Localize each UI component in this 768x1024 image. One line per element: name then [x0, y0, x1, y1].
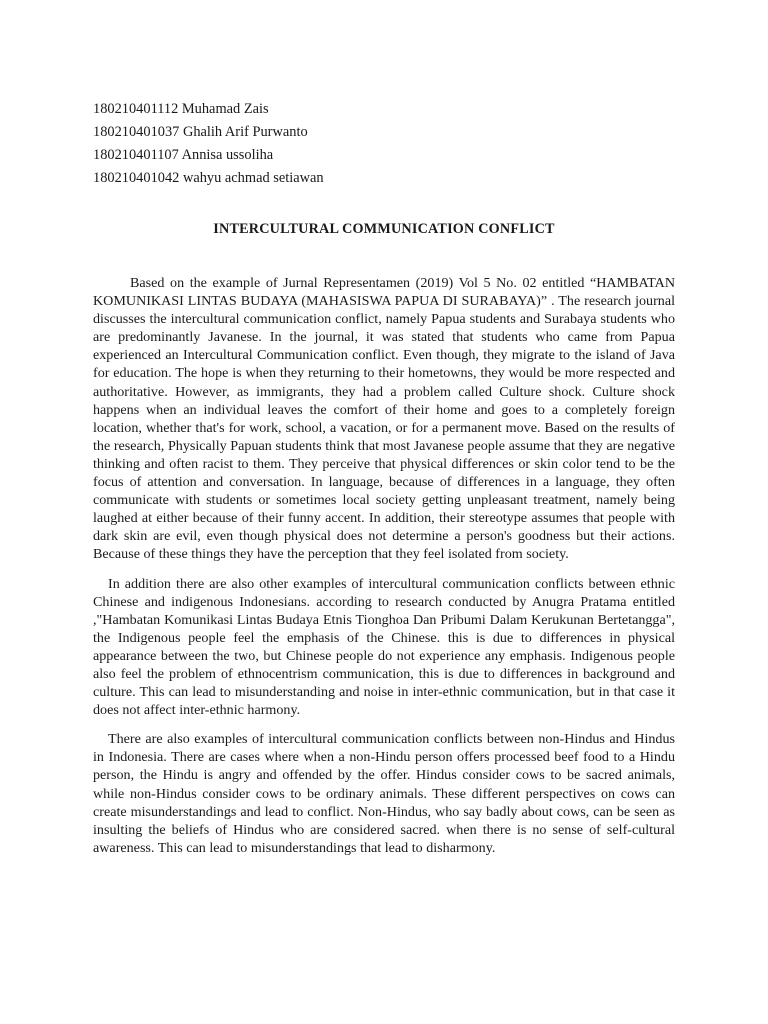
author-entry: 180210401037 Ghalih Arif Purwanto [93, 124, 308, 140]
document-body [93, 274, 675, 868]
author-entry: 180210401107 Annisa ussoliha [93, 147, 274, 163]
document-title: INTERCULTURAL COMMUNICATION CONFLICT [213, 221, 555, 237]
author-entry: 180210401112 Muhamad Zais [93, 101, 269, 117]
body-paragraph: In addition there are also other examples of intercultural communication conflicts between ethnic Chinese and indigenous Indonesians. according to research conducted by Anugra Pratama entitled ,"Hambatan Komunikasi Lintas Budaya Etnis Tionghoa Dan Pribumi Dalam Kerukunan Bertetangga", the Indigenous people feel the emphasis of the Chinese. this is due to differences in physical appearance between the two, but Chinese people do not experience any emphasis. Indigenous people also feel the problem of ethnocentrism communication, this is due to differences in background and culture. This can lead to misunderstanding and noise in inter-ethnic communication, but in that case it does not affect inter-ethnic harmony. [93, 575, 675, 719]
author-entry: 180210401042 wahyu achmad setiawan [93, 170, 324, 186]
author-list [93, 98, 493, 190]
body-paragraph: Based on the example of Jurnal Representamen (2019) Vol 5 No. 02 entitled “HAMBATAN KOMUNIKASI LINTAS BUDAYA (MAHASISWA PAPUA DI SURABAYA)” . The research journal discusses the intercultural communication conflict, namely Papua students and Surabaya students who are predominantly Javanese. In the journal, it was stated that students who came from Papua experienced an Intercultural Communication conflict. Even though, they migrate to the island of Java for education. The hope is when they returning to their hometowns, they would be more respected and authoritative. However, as immigrants, they had a problem called Culture shock. Culture shock happens when an individual leaves the comfort of their home and goes to a completely foreign location, whether that's for work, school, a vacation, or for a permanent move. Based on the results of the research, Physically Papuan students think that most Javanese people assume that they are negative thinking and often racist to them. They perceive that physical differences or skin color tend to be the focus of attention and conversation. In language, because of differences in a language, they often communicate with students or sometimes local society getting unpleasant treatment, namely being laughed at either because of their funny accent. In addition, their stereotype assumes that people with dark skin are evil, even though physical does not determine a person's goodness but their actions. Because of these things they have the perception that they feel isolated from society. [93, 275, 675, 563]
body-paragraph: There are also examples of intercultural communication conflicts between non-Hindus and Hindus in Indonesia. There are cases where when a non-Hindu person offers processed beef food to a Hindu person, the Hindu is angry and offended by the offer. Hindus consider cows to be sacred animals, while non-Hindus consider cows to be ordinary animals. These different perspectives on cows can create misunderstandings and lead to conflict. Non-Hindus, who say badly about cows, can be seen as insulting the beliefs of Hindus who are considered sacred. when there is no sense of self-cultural awareness. This can lead to misunderstandings that lead to disharmony. [93, 731, 675, 856]
